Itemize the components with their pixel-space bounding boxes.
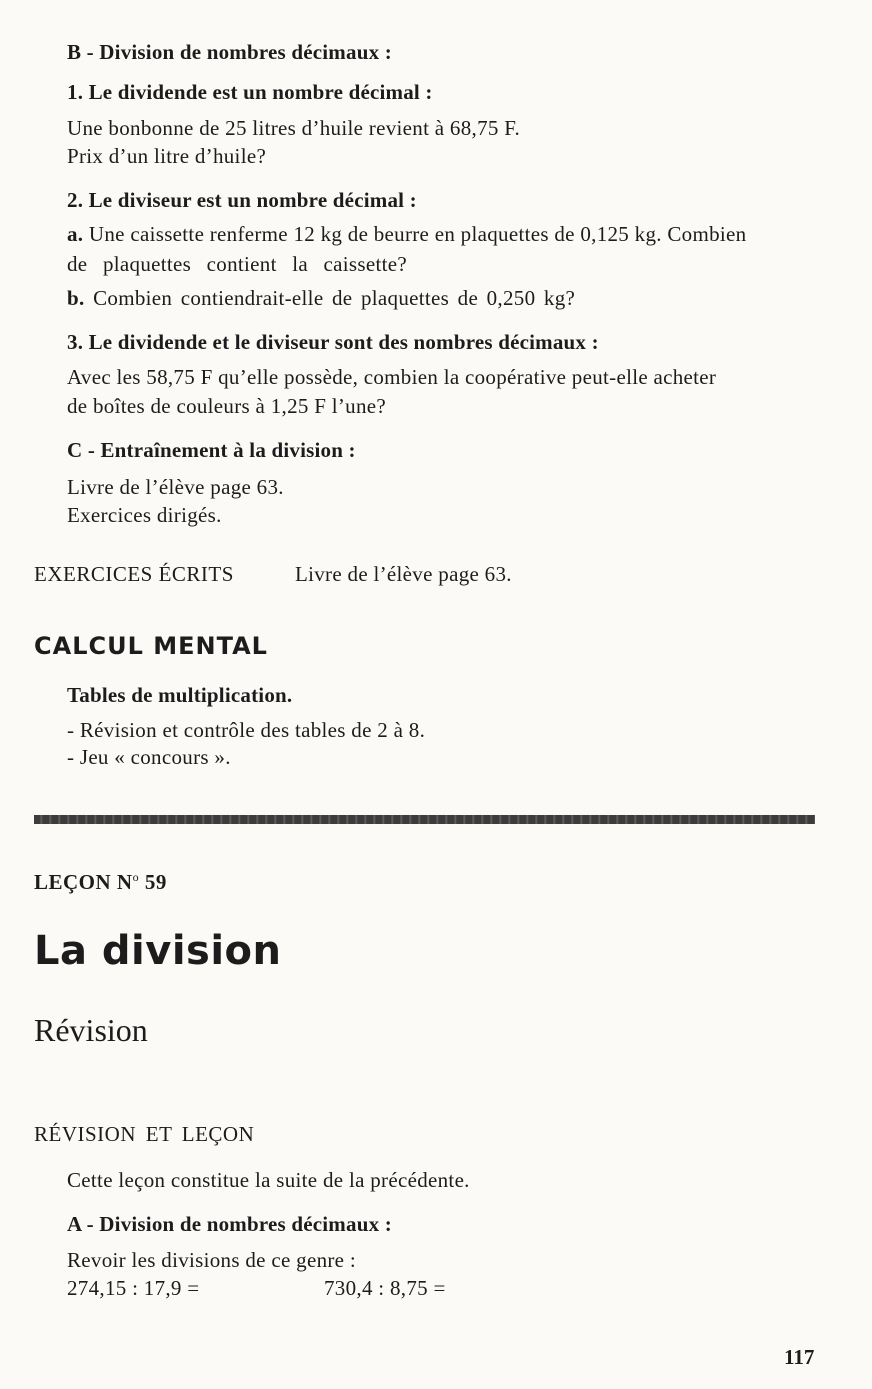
- lesson-number: [34, 870, 167, 895]
- calcul-line1: - Révision et contrôle des tables de 2 à 8.: [67, 718, 426, 742]
- item2-a-label: a.: [67, 222, 84, 246]
- revision-intro: Cette leçon constitue la suite de la précédente.: [67, 1168, 470, 1192]
- section-divider: [34, 815, 815, 824]
- page-number: 117: [784, 1345, 815, 1369]
- lesson-number-value: 59: [144, 870, 167, 894]
- item3-heading: 3. Le dividende et le diviseur sont des nombres décimaux :: [67, 330, 599, 354]
- revision-revoir: Revoir les divisions de ce genre :: [67, 1248, 356, 1272]
- item3-line1: Avec les 58,75 F qu’elle possède, combien la coopérative peut-elle acheter: [67, 365, 717, 389]
- lesson-subtitle: Révision: [34, 1012, 148, 1048]
- lesson-number-label: LEÇON N: [34, 870, 133, 894]
- lesson-number-sup: o: [132, 870, 140, 884]
- item1-line2: Prix d’un litre d’huile?: [67, 144, 267, 168]
- item2-b-line: [67, 284, 575, 313]
- item1-heading: 1. Le dividende est un nombre décimal :: [67, 80, 433, 104]
- calcul-subheading: Tables de multiplication.: [67, 683, 293, 707]
- item2-a-line1: [67, 220, 827, 249]
- item2-b-text: Combien contiendrait-elle de plaquettes de 0,250 kg?: [93, 286, 576, 310]
- exercices-label: EXERCICES ÉCRITS: [34, 562, 234, 586]
- calcul-mental-title: CALCUL MENTAL: [34, 632, 268, 660]
- item1-line1: Une bonbonne de 25 litres d’huile revient à 68,75 F.: [67, 116, 521, 140]
- item2-a-line2: de plaquettes contient la caissette?: [67, 252, 408, 276]
- revision-section-a: A - Division de nombres décimaux :: [67, 1212, 392, 1236]
- item2-a-text: Une caissette renferme 12 kg de beurre en plaquettes de 0,125 kg. Combien: [88, 222, 747, 246]
- section-b-heading: B - Division de nombres décimaux :: [67, 40, 392, 64]
- revision-expr1: 274,15 : 17,9 =: [67, 1276, 200, 1300]
- item2-b-label: b.: [67, 286, 85, 310]
- calcul-line2: - Jeu « concours ».: [67, 745, 231, 769]
- section-c-line2: Exercices dirigés.: [67, 503, 222, 527]
- section-c-heading: C - Entraînement à la division :: [67, 438, 356, 462]
- item3-line2: de boîtes de couleurs à 1,25 F l’une?: [67, 394, 387, 418]
- section-c-line1: Livre de l’élève page 63.: [67, 475, 284, 499]
- revision-expr2: 730,4 : 8,75 =: [324, 1276, 446, 1300]
- lesson-title: La division: [34, 928, 282, 974]
- exercices-text: Livre de l’élève page 63.: [295, 562, 512, 586]
- revision-heading: RÉVISION ET LEÇON: [34, 1122, 255, 1146]
- item2-heading: 2. Le diviseur est un nombre décimal :: [67, 188, 417, 212]
